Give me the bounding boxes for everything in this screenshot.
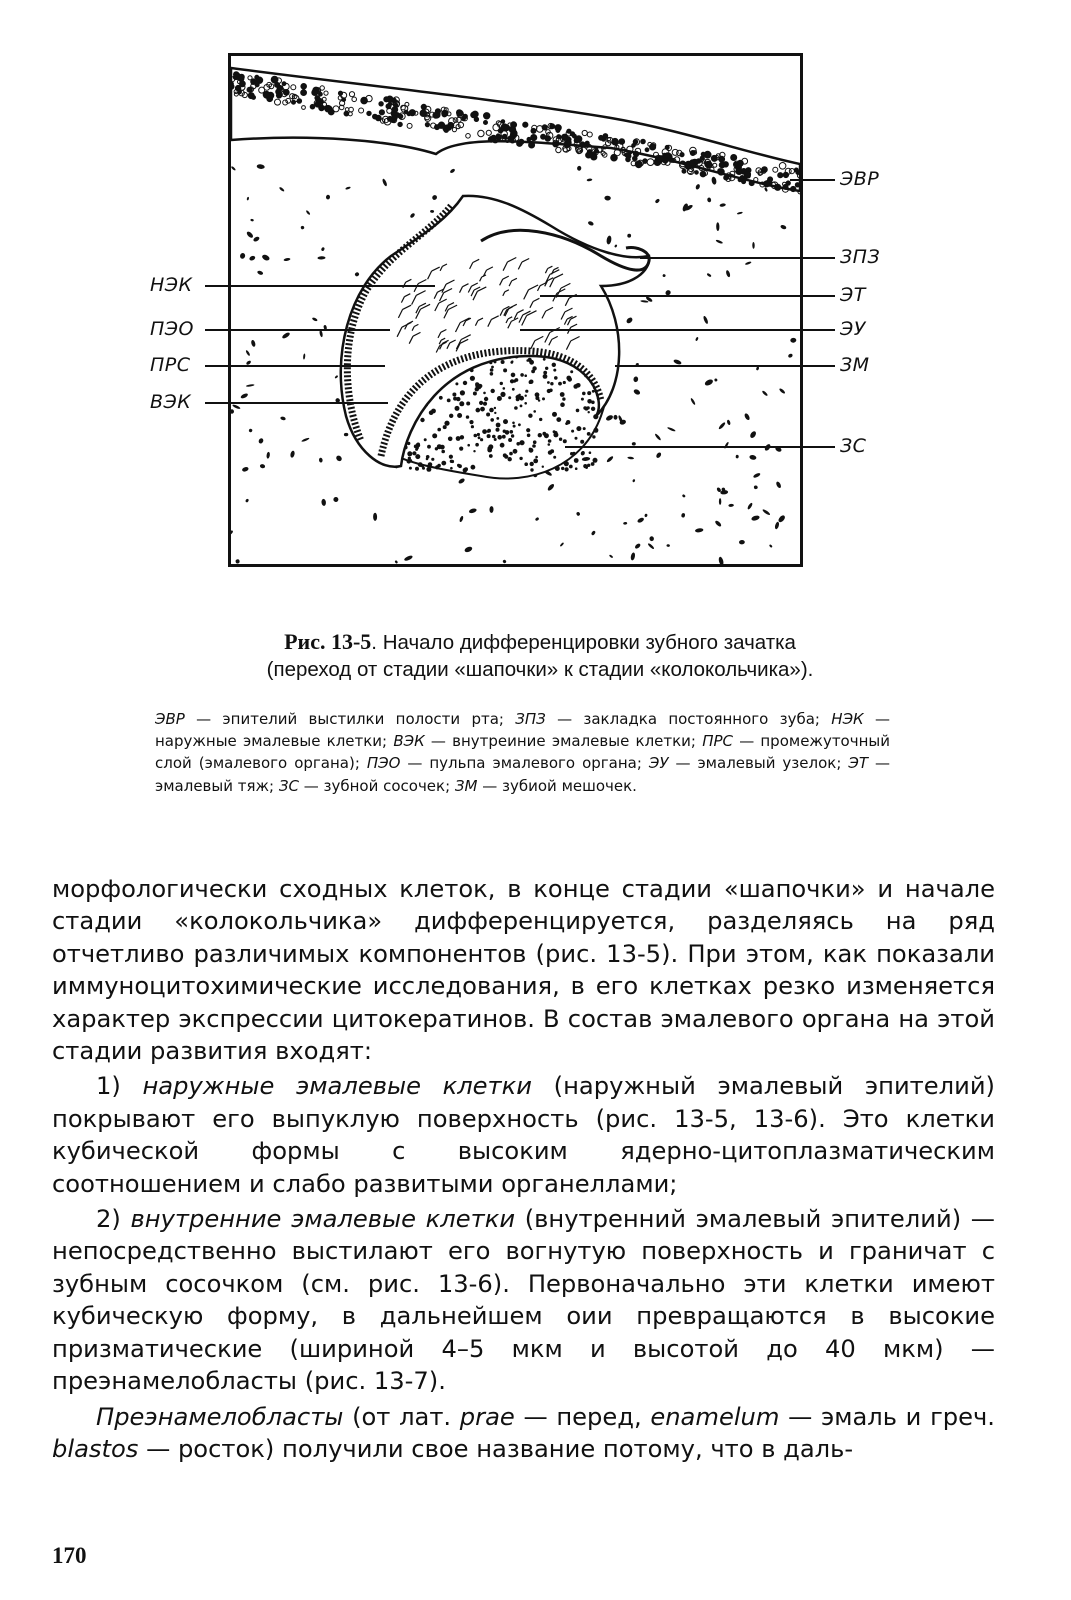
legend-abbr: ЭТ bbox=[848, 754, 868, 773]
term: Преэнамелобласты bbox=[96, 1402, 344, 1431]
paragraph: морфологически сходных клеток, в конце стадии «шапочки» и начале стадии «колокольчика» дифференцируется, разделяясь на ряд отчетливо различимых компонентов (рис. 13-5). При этом, как показали иммуноцитохимические исследования, в его клетках резко изменяется характер экспрессии цитокератинов. В состав эмалевого органа на этой стадии развития входят: bbox=[52, 875, 995, 1066]
list-number: 1) bbox=[96, 1072, 143, 1101]
label-eu: ЭУ bbox=[840, 318, 866, 340]
paragraph-text: (от лат. bbox=[343, 1402, 460, 1431]
paragraph-text: — эмаль и греч. bbox=[779, 1402, 995, 1431]
legend-text: — эмалевый тяж; bbox=[155, 754, 890, 795]
legend-entry bbox=[515, 710, 831, 728]
label-vek: ВЭК bbox=[150, 391, 192, 413]
figure-caption bbox=[180, 628, 900, 683]
legend-entry bbox=[367, 754, 649, 772]
legend-abbr: НЭК bbox=[831, 710, 864, 728]
leader-vek bbox=[205, 402, 388, 404]
leader-peo bbox=[205, 329, 390, 331]
legend-text: — внутреиние эмалевые клетки; bbox=[424, 732, 703, 751]
term: наружные эмалевые клетки bbox=[142, 1072, 532, 1101]
latin-word: enamelum bbox=[650, 1402, 780, 1431]
legend-abbr: ЭВР bbox=[155, 710, 185, 728]
leader-et bbox=[540, 295, 835, 297]
paragraph-text: (наружный эмалевый эпителий) покрывают его выпуклую поверхность (рис. 13-5, 13-6). Это клетки кубической формы с высоким ядерно-цитоплазматическим соотношением и слабо развитыми органеллами; bbox=[52, 1072, 995, 1198]
latin-word: prae bbox=[459, 1402, 515, 1431]
paragraph-text: (внутренний эмалевый эпителий) — непосредственно выстилают его вогнутую поверхность и граничат с зубным сосочком (см. рис. 13-6). Первоначально эти клетки имеют кубическую форму, в дальнейшем оии превращаются в высокие призматические (шириной 4–5 мкм и высотой до 40 мкм) — преэнамелобласты (рис. 13-7). bbox=[52, 1205, 995, 1396]
paragraph-text: — росток) получили свое название потому, что в даль- bbox=[138, 1434, 854, 1463]
caption-title-1: . Начало дифференцировки зубного зачатка bbox=[371, 631, 796, 654]
list-number: 2) bbox=[96, 1205, 131, 1234]
greek-word: blastos bbox=[52, 1434, 139, 1463]
legend-abbr: ЗС bbox=[278, 776, 299, 795]
figure-legend bbox=[155, 708, 890, 797]
legend-text: — эмалевый узелок; bbox=[668, 754, 849, 773]
caption-title-2: (переход от стадии «шапочки» к стадии «колокольчика»). bbox=[266, 658, 814, 681]
leader-zm bbox=[615, 365, 835, 367]
legend-text: — зубной сосочек; bbox=[298, 776, 455, 795]
leader-zs bbox=[565, 446, 835, 448]
label-zm: ЗМ bbox=[840, 354, 870, 376]
tooth-germ-illustration bbox=[231, 56, 800, 564]
leader-evr bbox=[790, 179, 835, 181]
legend-entry bbox=[649, 754, 848, 772]
page-number: 170 bbox=[52, 1543, 87, 1568]
leader-zpz bbox=[640, 257, 835, 259]
label-peo: ПЭО bbox=[150, 318, 195, 340]
legend-text: — промежуточный слой (эмалевого органа); bbox=[155, 732, 890, 773]
legend-entry bbox=[393, 732, 702, 750]
legend-abbr: ПРС bbox=[702, 732, 733, 751]
legend-text: — пульпа эмалевого органа; bbox=[400, 754, 649, 773]
legend-text: — зубиой мешочек. bbox=[477, 776, 637, 795]
label-zs: ЗС bbox=[840, 435, 867, 457]
leader-nek bbox=[205, 285, 435, 287]
legend-text: — наружные эмалевые клетки; bbox=[155, 710, 891, 751]
label-evr: ЭВР bbox=[840, 168, 880, 190]
legend-entry bbox=[455, 777, 637, 795]
label-prs: ПРС bbox=[150, 354, 191, 376]
leader-eu bbox=[520, 329, 835, 331]
paragraph bbox=[52, 1401, 995, 1466]
label-nek: НЭК bbox=[150, 274, 193, 296]
paragraph bbox=[52, 1203, 995, 1397]
legend-abbr: ЗМ bbox=[454, 776, 478, 795]
paragraph-text: — перед, bbox=[514, 1402, 651, 1431]
legend-abbr: ВЭК bbox=[393, 732, 425, 751]
legend-entry bbox=[155, 710, 515, 728]
label-zpz: ЗПЗ bbox=[840, 246, 881, 268]
legend-entry bbox=[279, 777, 455, 795]
legend-abbr: ЗПЗ bbox=[515, 710, 546, 728]
leader-prs bbox=[205, 365, 385, 367]
term: внутренние эмалевые клетки bbox=[130, 1205, 516, 1234]
figure-number: Рис. 13-5 bbox=[284, 629, 372, 654]
legend-text: — закладка постоянного зуба; bbox=[545, 710, 832, 728]
legend-abbr: ЭУ bbox=[648, 754, 669, 773]
legend-abbr: ПЭО bbox=[366, 754, 401, 773]
body-text bbox=[52, 873, 995, 1465]
label-et: ЭТ bbox=[840, 284, 866, 306]
legend-text: — эпителий выстилки полости рта; bbox=[184, 710, 516, 728]
histology-figure bbox=[228, 53, 803, 567]
paragraph bbox=[52, 1070, 995, 1200]
